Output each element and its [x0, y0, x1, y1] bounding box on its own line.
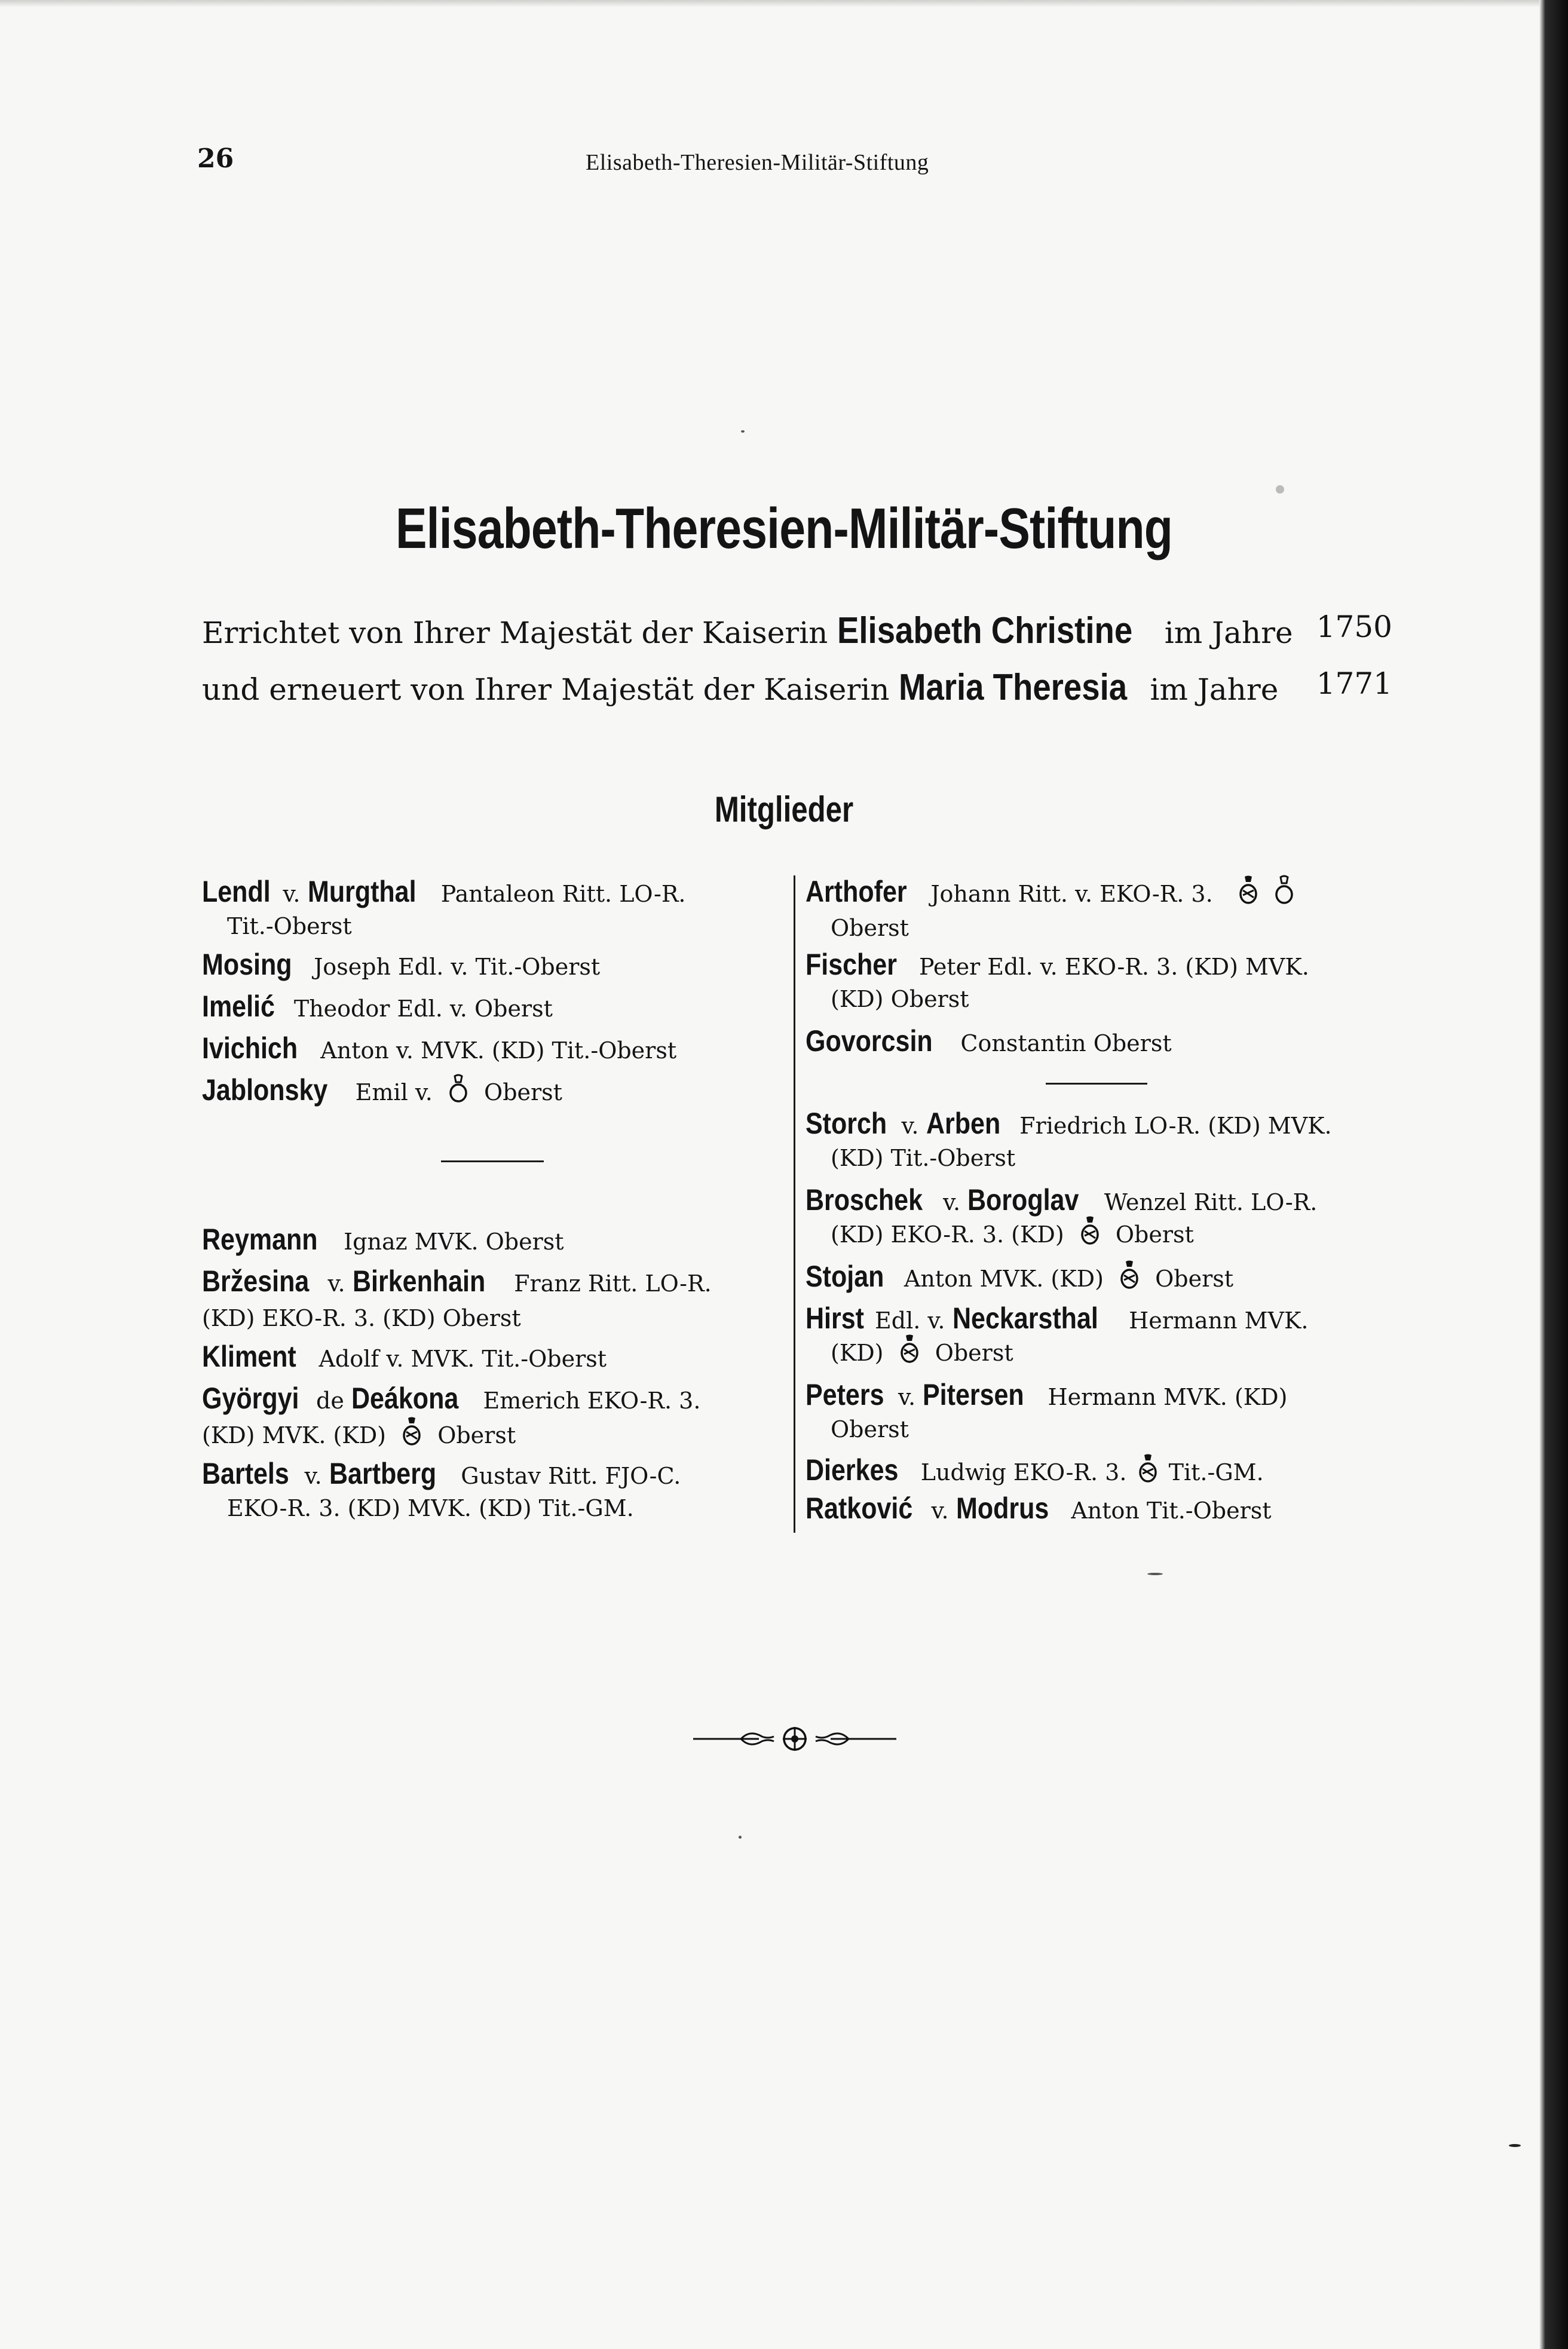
list-item — [202, 987, 788, 1028]
member-details-cont: Tit.-Oberst — [227, 913, 352, 939]
list-item — [202, 1337, 788, 1378]
member-particle: v. — [283, 881, 301, 907]
intro-line-2-suffix: im Jahre — [1150, 672, 1279, 707]
list-item — [806, 1181, 1397, 1258]
member-surname: Hirst — [806, 1301, 864, 1335]
member-particle: v. — [898, 1384, 916, 1410]
section-heading: Mitglieder — [714, 789, 854, 829]
member-surname: Imelić — [202, 990, 275, 1023]
list-item — [806, 1489, 1397, 1530]
member-particle: v. — [304, 1463, 322, 1489]
main-title: Elisabeth-Theresien-Militär-Stiftung — [395, 497, 1173, 561]
member-details: Franz Ritt. LO-R. — [514, 1270, 712, 1297]
intro-line-2 — [202, 666, 1392, 709]
member-surname: Broschek — [806, 1183, 923, 1217]
scan-speck — [739, 1836, 742, 1839]
intro-line-1-year: 1750 — [1316, 610, 1392, 644]
member-surname: Fischer — [806, 948, 897, 981]
member-surname-2: Birkenhain — [352, 1264, 485, 1298]
member-details-cont: (KD) EKO-R. 3. (KD) — [831, 1221, 1064, 1248]
member-details-cont: (KD) EKO-R. 3. (KD) Oberst — [202, 1305, 521, 1331]
member-details: Wenzel Ritt. LO-R. — [1104, 1189, 1318, 1215]
page-top-shadow — [0, 0, 1568, 7]
member-surname: Storch — [806, 1107, 887, 1140]
member-details-cont: (KD) MVK. (KD) — [202, 1422, 386, 1448]
member-details-cont: Oberst — [831, 1416, 909, 1443]
member-details: Joseph Edl. v. Tit.-Oberst — [314, 954, 601, 980]
member-surname: Györgyi — [202, 1382, 299, 1415]
member-details: Hermann MVK. (KD) — [1048, 1384, 1288, 1410]
list-item — [806, 945, 1397, 1018]
running-head — [0, 143, 1568, 185]
member-details: Pantaleon Ritt. LO-R. — [440, 881, 686, 907]
list-item — [202, 1029, 788, 1070]
member-surname: Govorcsin — [806, 1024, 933, 1058]
intro-line-2-name: Maria Theresia — [899, 667, 1128, 708]
list-item — [806, 1104, 1397, 1177]
member-details: Peter Edl. v. EKO-R. 3. (KD) MVK. — [918, 954, 1309, 980]
member-particle: v. — [327, 1270, 345, 1297]
member-rank: Oberst — [437, 1422, 516, 1448]
member-details: Adolf v. MVK. Tit.-Oberst — [318, 1346, 607, 1372]
member-details: Ludwig EKO-R. 3. — [920, 1459, 1127, 1486]
member-rank: Oberst — [484, 1079, 562, 1105]
order-badge-icon — [402, 1416, 422, 1459]
member-surname: Dierkes — [806, 1453, 899, 1487]
scan-speck — [741, 430, 745, 433]
running-title: Elisabeth-Theresien-Militär-Stiftung — [586, 150, 929, 175]
intro-line-1-suffix: im Jahre — [1164, 615, 1293, 650]
member-surname: Mosing — [202, 948, 292, 981]
member-rank: Oberst — [935, 1340, 1013, 1366]
member-surname: Peters — [806, 1378, 884, 1411]
member-details-cont: (KD) Oberst — [831, 986, 969, 1012]
member-surname: Kliment — [202, 1340, 296, 1373]
list-item — [806, 1299, 1397, 1376]
member-surname: Jablonsky — [202, 1073, 328, 1107]
scan-speck — [1147, 1573, 1163, 1575]
list-item — [806, 1257, 1397, 1302]
list-item — [202, 1071, 788, 1115]
order-badge-icon — [1119, 1260, 1140, 1302]
order-badge-icon — [899, 1334, 920, 1376]
member-surname-2: Boroglav — [967, 1183, 1079, 1217]
member-particle: v. — [942, 1189, 961, 1215]
member-surname: Ratković — [806, 1492, 913, 1525]
member-details-cont: (KD) Tit.-Oberst — [831, 1145, 1016, 1171]
member-surname: Bržesina — [202, 1264, 310, 1298]
intro-line-2-year: 1771 — [1316, 666, 1392, 701]
list-item — [806, 1022, 1397, 1062]
member-details-cont: Oberst — [831, 915, 909, 941]
ornament-divider — [693, 1721, 896, 1757]
member-surname-2: Modrus — [956, 1492, 1049, 1525]
intro-line-1-prefix: Errichtet von Ihrer Majestät der Kaiserin — [202, 615, 828, 650]
list-item — [202, 1220, 788, 1261]
member-details: Emerich EKO-R. 3. — [483, 1388, 701, 1414]
order-badge-icon — [448, 1074, 468, 1115]
member-surname-2: Bartberg — [329, 1457, 436, 1490]
list-item — [202, 1454, 788, 1527]
list-item — [202, 1262, 788, 1337]
list-item — [202, 1379, 788, 1459]
order-badge-icon — [1080, 1215, 1100, 1258]
member-surname-2: Neckarsthal — [952, 1301, 1098, 1335]
intro-line-2-prefix: und erneuert von Ihrer Majestät der Kaiserin — [202, 672, 890, 707]
page-number: 26 — [197, 143, 234, 174]
member-details: Hermann MVK. — [1129, 1307, 1309, 1334]
member-details: Anton MVK. (KD) — [904, 1266, 1104, 1292]
list-item — [202, 945, 788, 986]
scan-speck — [1276, 485, 1284, 494]
list-item — [806, 1376, 1397, 1448]
member-particle: v. — [901, 1113, 919, 1139]
member-surname: Arthofer — [806, 875, 907, 908]
separator-rule — [441, 1160, 544, 1162]
member-surname-2: Deákona — [351, 1382, 459, 1415]
member-details: Johann Ritt. v. EKO-R. 3. — [930, 881, 1213, 907]
member-surname: Stojan — [806, 1260, 884, 1293]
member-details: Ignaz MVK. Oberst — [344, 1229, 564, 1255]
member-details: Anton v. MVK. (KD) Tit.-Oberst — [320, 1037, 677, 1064]
member-surname-2: Pitersen — [923, 1378, 1024, 1411]
member-surname: Reymann — [202, 1223, 318, 1256]
member-particle: v. — [931, 1497, 949, 1524]
intro-line-1-name: Elisabeth Christine — [837, 610, 1133, 651]
member-details: Anton Tit.-Oberst — [1071, 1497, 1272, 1524]
list-item — [202, 872, 788, 945]
member-details: Gustav Ritt. FJO-C. — [461, 1463, 681, 1489]
member-surname: Lendl — [202, 875, 271, 908]
member-details: Emil v. — [355, 1079, 433, 1105]
member-surname: Bartels — [202, 1457, 289, 1490]
member-surname-2: Arben — [926, 1107, 1000, 1140]
member-rank: Oberst — [1155, 1266, 1234, 1292]
scan-speck — [1509, 2144, 1521, 2147]
member-rank: Tit.-GM. — [1168, 1459, 1264, 1486]
intro-line-1 — [202, 610, 1392, 652]
separator-rule — [1046, 1083, 1147, 1085]
member-rank: Oberst — [1115, 1221, 1194, 1248]
list-item — [806, 872, 1397, 947]
member-details: Theodor Edl. v. Oberst — [293, 996, 553, 1022]
member-particle: Edl. v. — [875, 1307, 945, 1334]
member-surname-2: Murgthal — [307, 875, 416, 908]
member-details: Constantin Oberst — [960, 1030, 1172, 1056]
member-particle: de — [316, 1388, 344, 1414]
member-details-cont: EKO-R. 3. (KD) MVK. (KD) Tit.-GM. — [227, 1495, 634, 1521]
member-surname: Ivichich — [202, 1031, 298, 1065]
member-details-cont: (KD) — [831, 1340, 884, 1366]
column-divider — [794, 875, 795, 1533]
member-details: Friedrich LO-R. (KD) MVK. — [1019, 1113, 1332, 1139]
page-edge-shadow — [1539, 0, 1568, 2349]
